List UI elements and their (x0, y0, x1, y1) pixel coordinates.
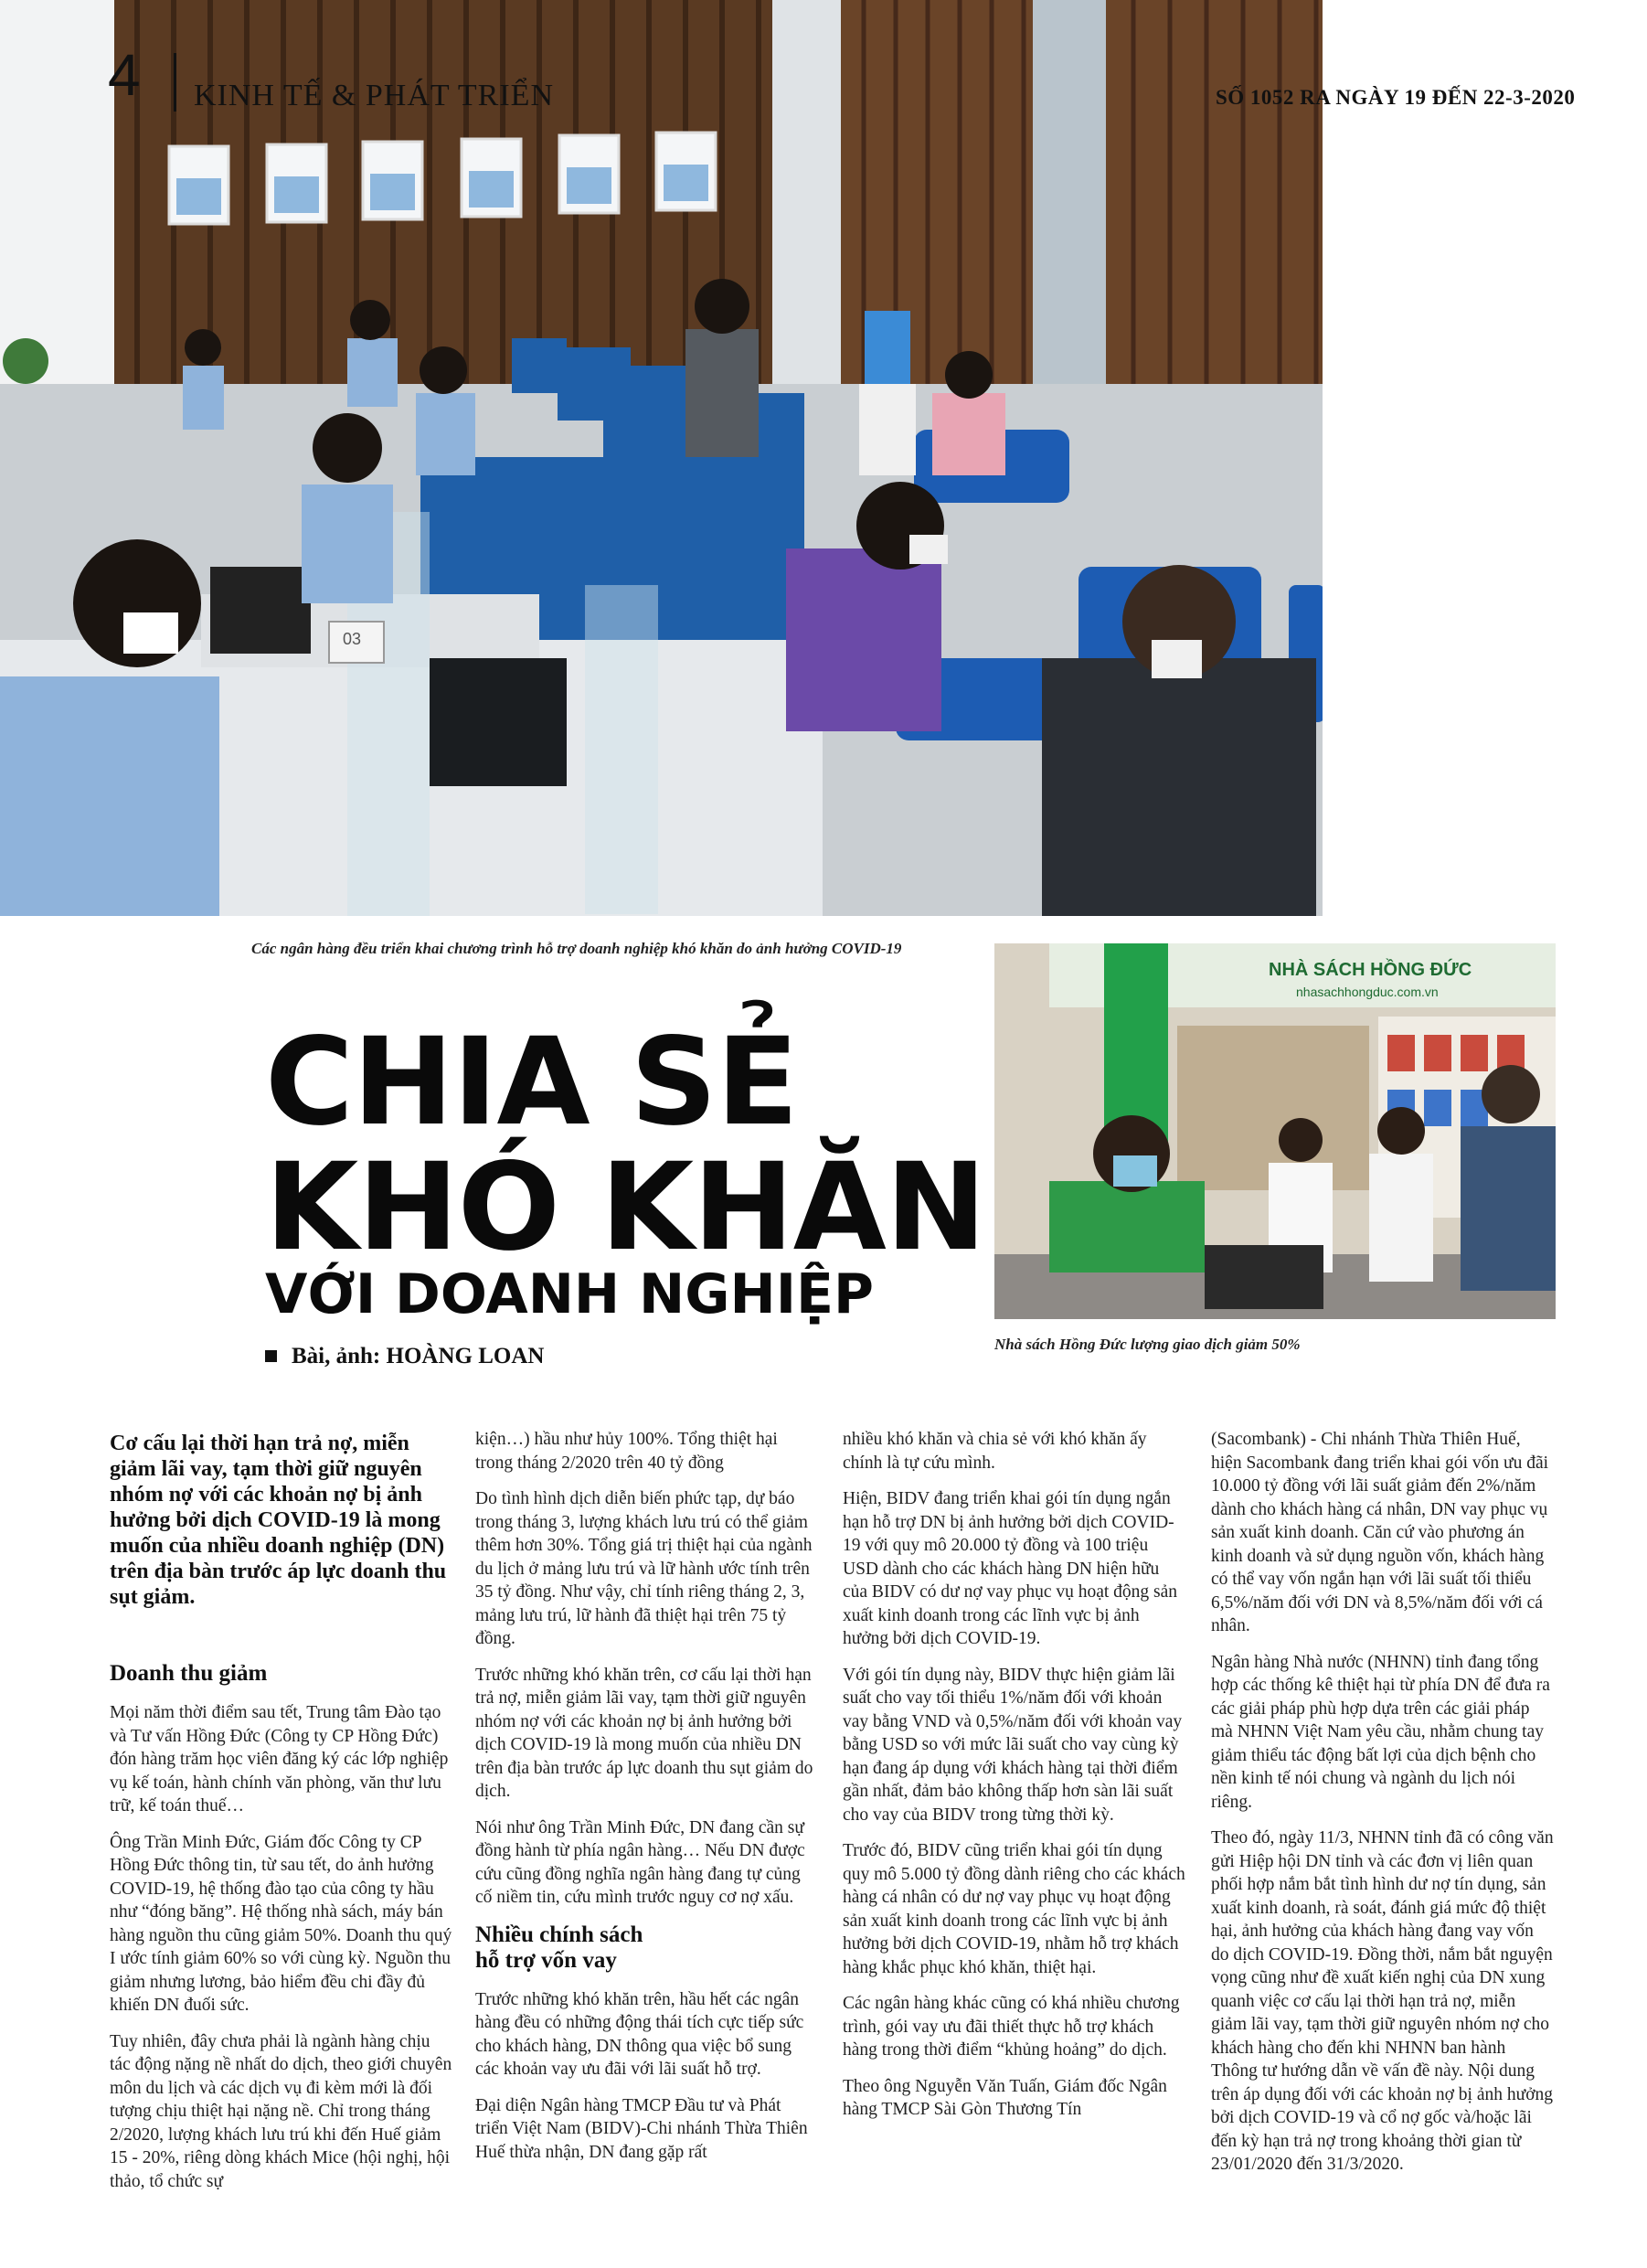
inset-photo-caption: Nhà sách Hồng Đức lượng giao dịch giảm 50% (994, 1336, 1301, 1353)
store-sign: NHÀ SÁCH HỒNG ĐỨC (1269, 960, 1472, 980)
article-column-1 (110, 1431, 452, 2206)
paragraph: Hiện, BIDV đang triển khai gói tín dụng ngắn hạn hỗ trợ DN bị ảnh hưởng bởi dịch COVID-19 với quy mô 20.000 tỷ đồng và 100 triệu USD dành cho các khách hàng DN hiện hữu của BIDV có dư nợ vay phục vụ hoạt động sản xuất kinh doanh trong các lĩnh vực bị ảnh hưởng bởi dịch COVID-19. (843, 1489, 1178, 1648)
paragraph: nhiều khó khăn và chia sẻ với khó khăn ấy chính là tự cứu mình. (843, 1430, 1147, 1473)
paragraph: Mọi năm thời điểm sau tết, Trung tâm Đào tạo và Tư vấn Hồng Đức (Công ty CP Hồng Đức) đón hàng trăm học viên đăng ký các lớp nghiệp vụ kế toán, hành chính văn phòng, văn thư lưu trữ, kế toán thuế… (110, 1703, 449, 1815)
paragraph: Ông Trần Minh Đức, Giám đốc Công ty CP Hồng Đức thông tin, từ sau tết, do ảnh hưởng COVID-19, hệ thống đào tạo của công ty hầu như “đóng băng”. Hệ thống nhà sách, máy bán hàng nguồn thu cũng giảm 50%. Doanh thu quý I ước tính giảm 60% so với cùng kỳ. Nguồn thu giảm nhưng lương, bảo hiểm đều chi đầy đủ khiến DN đuối sức. (110, 1832, 452, 2015)
headline-line-1: CHIA SẺ (265, 1012, 798, 1153)
article-column-4 (1211, 1428, 1554, 2189)
paragraph: Do tình hình dịch diễn biến phức tạp, dự báo trong tháng 3, lượng khách lưu trú có thể giảm thêm hơn 30%. Tổng giá trị thiệt hại của ngành du lịch ở mảng lưu trú và lữ hành ước tính trên 35 tỷ đồng. Như vậy, chỉ tính riêng tháng 2, 3, mảng lưu trú, lữ hành đã thiệt hại trên 75 tỷ đồng. (475, 1489, 813, 1648)
bookstore-illustration (994, 943, 1556, 1319)
issue-info: SỐ 1052 RA NGÀY 19 ĐẾN 22-3-2020 (1216, 86, 1576, 109)
section-title: KINH TẾ & PHÁT TRIỂN (194, 79, 554, 112)
paragraph: Trước những khó khăn trên, cơ cấu lại thời hạn trả nợ, miễn giảm lãi vay, tạm thời giữ nguyên nhóm nợ với các khoản nợ bị ảnh hưởng bởi dịch COVID-19 là mong muốn của nhiều DN trên địa bàn trước áp lực doanh thu sụt giảm do dịch. (475, 1665, 813, 1801)
article-column-2 (475, 1428, 818, 2177)
hero-photo-caption: Các ngân hàng đều triển khai chương trình hỗ trợ doanh nghiệp khó khăn do ảnh hưởng COVID-19 (251, 940, 902, 957)
bank-hall-illustration (0, 0, 1323, 916)
paragraph: Các ngân hàng khác cũng có khá nhiều chương trình, gói vay ưu đãi thiết thực hỗ trợ khách hàng trong thời điểm “khủng hoảng” do dịch. (843, 1994, 1180, 2060)
calendar-label: 03 (343, 630, 362, 648)
paragraph: Đại diện Ngân hàng TMCP Đầu tư và Phát triển Việt Nam (BIDV)-Chi nhánh Thừa Thiên Huế thừa nhận, DN đang gặp rất (475, 2095, 808, 2162)
paragraph: Trước đó, BIDV cũng triển khai gói tín dụng quy mô 5.000 tỷ đồng dành riêng cho các khách hàng cá nhân có dư nợ vay phục vụ hoạt động sản xuất kinh doanh trong các lĩnh vực bị ảnh hưởng bởi dịch COVID-19, nhằm hỗ trợ khách hàng khắc phục khó khăn, thiệt hại. (843, 1841, 1185, 1977)
lead-paragraph: Cơ cấu lại thời hạn trả nợ, miễn giảm lãi vay, tạm thời giữ nguyên nhóm nợ với các khoản nợ bị ảnh hưởng bởi dịch COVID-19 là mong muốn của nhiều doanh nghiệp (DN) trên địa bàn trước áp lực doanh thu sụt giảm. (110, 1432, 447, 1609)
subhead-revenue: Doanh thu giảm (110, 1661, 268, 1686)
subhead-policies-line-2: hỗ trợ vốn vay (475, 1947, 617, 1973)
byline-bullet-icon (265, 1350, 277, 1362)
paragraph: kiện…) hầu như hủy 100%. Tổng thiệt hại trong tháng 2/2020 trên 40 tỷ đồng (475, 1430, 778, 1473)
page-number: 4 (108, 42, 141, 108)
subhead-policies-line-1: Nhiều chính sách (475, 1922, 643, 1947)
paragraph: (Sacombank) - Chi nhánh Thừa Thiên Huế, hiện Sacombank đang triển khai gói vốn ưu đãi 10.000 tỷ đồng với lãi suất giảm đến 2%/năm dành cho khách hàng cá nhân, DN vay phục vụ sản xuất kinh doanh. Căn cứ vào phương án kinh doanh và sử dụng nguồn vốn, khách hàng có thể vay vốn ngắn hạn với lãi suất tối thiểu 6,5%/năm đối với DN và 8,5%/năm đối với cá nhân. (1211, 1430, 1549, 1635)
store-sign-url: nhasachhongduc.com.vn (1296, 985, 1439, 999)
paragraph: Với gói tín dụng này, BIDV thực hiện giảm lãi suất cho vay tối thiểu 1%/năm đối với khoản vay bằng VND và 0,5%/năm đối với khoản vay bằng USD so với mức lãi suất cho vay cùng kỳ hạn đang áp dụng với khách hàng tại thời điểm gần nhất, đảm bảo không thấp hơn sàn lãi suất cho vay của BIDV trong từng thời kỳ. (843, 1665, 1183, 1825)
paragraph: Nói như ông Trần Minh Đức, DN đang cần sự đồng hành từ phía ngân hàng… Nếu DN được cứu cũng đồng nghĩa ngân hàng đang tự củng cố niềm tin, cứu mình trước nguy cơ nợ xấu. (475, 1817, 805, 1907)
subhead-policies (475, 1922, 818, 1974)
paragraph: Trước những khó khăn trên, hầu hết các ngân hàng đều có những động thái tích cực tiếp sức cho khách hàng, DN thông qua việc bổ sung các khoản vay ưu đãi với lãi suất hỗ trợ. (475, 1989, 804, 2079)
headline-line-2: KHÓ KHĂN (265, 1137, 986, 1278)
article-column-3 (843, 1428, 1185, 2135)
paragraph: Theo đó, ngày 11/3, NHNN tỉnh đã có công văn gửi Hiệp hội DN tỉnh và các đơn vị liên quan phối hợp nắm bắt tình hình dư nợ tín dụng, sản xuất kinh doanh, rà soát, đánh giá mức độ thiệt hại, ảnh hưởng của khách hàng đang vay vốn do dịch COVID-19. Đồng thời, nắm bắt nguyện vọng cũng như đề xuất kiến nghị của DN xung quanh việc cơ cấu lại thời hạn trả nợ, miễn giảm lãi vay, tạm thời giữ nguyên nhóm nợ cho khách hàng cho đến khi NHNN ban hành Thông tư hướng dẫn về vấn đề này. Nội dung trên áp dụng đối với các khoản nợ bị ảnh hưởng bởi dịch COVID-19 và cổ nợ gốc và/hoặc lãi đến kỳ hạn trả nợ trong khoảng thời gian từ 23/01/2020 đến 31/3/2020. (1211, 1828, 1554, 2174)
hero-photo (0, 0, 1323, 916)
header-divider (174, 53, 176, 112)
paragraph: Ngân hàng Nhà nước (NHNN) tỉnh đang tổng hợp các thống kê thiệt hại từ phía DN để đưa ra các giải pháp phù hợp dựa trên các giải pháp mà NHNN Việt Nam yêu cầu, nhằm chung tay giảm thiểu tác động bất lợi của dịch bệnh cho nền kinh tế nói chung và ngành du lịch nói riêng. (1211, 1652, 1550, 1812)
byline (265, 1344, 544, 1369)
inset-photo (994, 943, 1556, 1319)
paragraph: Tuy nhiên, đây chưa phải là ngành hàng chịu tác động nặng nề nhất do dịch, theo giới chuyên môn du lịch và các dịch vụ đi kèm mới là đối tượng chịu thiệt hại nặng nề. Chỉ trong tháng 2/2020, lượng khách lưu trú khi đến Huế giảm 15 - 20%, riêng dòng khách Mice (hội nghị, hội thảo, tổ chức sự (110, 2031, 452, 2191)
paragraph: Theo ông Nguyễn Văn Tuấn, Giám đốc Ngân hàng TMCP Sài Gòn Thương Tín (843, 2076, 1167, 2119)
headline-line-3: VỚI DOANH NGHIỆP (265, 1262, 874, 1326)
byline-text: Bài, ảnh: HOÀNG LOAN (292, 1344, 545, 1368)
